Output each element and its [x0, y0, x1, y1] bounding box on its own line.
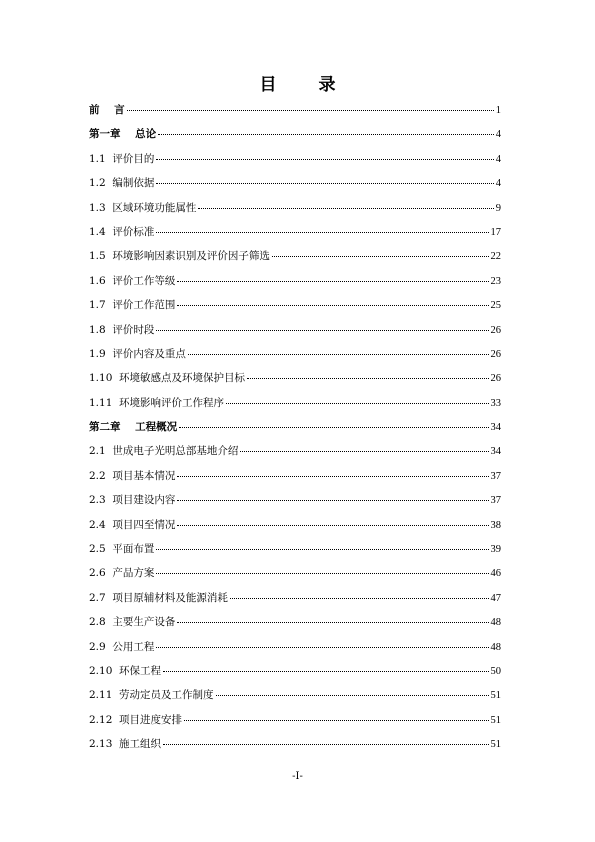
toc-entry-page: 39	[490, 544, 501, 556]
dot-leader	[156, 183, 493, 184]
toc-entry-label: 1.5 环境影响因素识别及评价因子筛选	[89, 250, 270, 263]
toc-entry-page: 47	[490, 592, 501, 604]
toc-entry-page: 4	[495, 129, 501, 141]
toc-entry[interactable]	[89, 322, 501, 346]
dot-leader	[177, 281, 488, 282]
toc-entry-page: 26	[490, 324, 501, 336]
toc-entry[interactable]	[89, 492, 501, 516]
toc-entry-label: 2.4 项目四至情况	[89, 518, 176, 531]
toc-entry-label: 1.10 环境敏感点及环境保护目标	[89, 372, 246, 385]
toc-entry-label: 2.10 环保工程	[89, 664, 162, 677]
toc-entry[interactable]	[89, 248, 501, 272]
dot-leader	[177, 476, 488, 477]
toc-entry[interactable]	[89, 175, 501, 199]
toc-entry-page: 48	[490, 641, 501, 653]
toc-entry[interactable]	[89, 200, 501, 224]
toc-title: 目 录	[259, 75, 354, 95]
toc-entry-page: 34	[490, 422, 501, 434]
toc-entry-label: 第二章 工程概况	[89, 421, 178, 434]
toc-entry-page: 37	[490, 470, 501, 482]
dot-leader	[188, 354, 489, 355]
toc-entry[interactable]	[89, 687, 501, 711]
toc-entry-page: 51	[490, 714, 501, 726]
dot-leader	[177, 305, 488, 306]
toc-entry-label: 1.9 评价内容及重点	[89, 347, 186, 360]
dot-leader	[216, 695, 489, 696]
dot-leader	[198, 208, 493, 209]
toc-entry[interactable]	[89, 102, 501, 126]
toc-entry[interactable]	[89, 663, 501, 687]
dot-leader	[156, 573, 488, 574]
dot-leader	[184, 720, 488, 721]
toc-entry[interactable]	[89, 370, 501, 394]
dot-leader	[226, 403, 488, 404]
toc-entry-page: 50	[490, 665, 501, 677]
toc-entry[interactable]	[89, 517, 501, 541]
toc-entry-page: 33	[490, 397, 501, 409]
toc-entry-label: 1.4 评价标准	[89, 225, 155, 238]
toc-entry-page: 26	[490, 348, 501, 360]
toc-entry-label: 前 言	[89, 104, 125, 116]
toc-entry-page: 48	[490, 617, 501, 629]
toc-entry-label: 2.11 劳动定员及工作制度	[89, 689, 214, 702]
toc-entry[interactable]	[89, 224, 501, 248]
toc-entry-label: 2.2 项目基本情况	[89, 469, 176, 482]
toc-entry-page: 22	[490, 251, 501, 263]
toc-entry-page: 46	[490, 568, 501, 580]
dot-leader	[177, 500, 488, 501]
toc-entry-label: 1.6 评价工作等级	[89, 274, 176, 287]
toc-entry-label: 2.1 世成电子光明总部基地介绍	[89, 445, 239, 458]
toc-entry[interactable]	[89, 126, 501, 150]
toc-entry-label: 2.9 公用工程	[89, 640, 155, 653]
toc-entry-label: 1.11 环境影响评价工作程序	[89, 396, 225, 409]
toc-entry[interactable]	[89, 639, 501, 663]
toc-entry-page: 37	[490, 495, 501, 507]
toc-entry[interactable]	[89, 712, 501, 736]
toc-entry-page: 26	[490, 373, 501, 385]
toc-entry[interactable]	[89, 736, 501, 760]
dot-leader	[247, 378, 488, 379]
dot-leader	[156, 330, 488, 331]
toc-entry-label: 2.12 项目进度安排	[89, 713, 183, 726]
dot-leader	[163, 671, 488, 672]
toc-entry[interactable]	[89, 614, 501, 638]
dot-leader	[179, 427, 488, 428]
toc-entry[interactable]	[89, 395, 501, 419]
toc-entry-page: 1	[495, 105, 501, 116]
toc-entry-page: 25	[490, 300, 501, 312]
toc-entry-label: 2.6 产品方案	[89, 567, 155, 580]
toc-entry-label: 1.8 评价时段	[89, 323, 155, 336]
dot-leader	[240, 451, 488, 452]
toc-entry-page: 4	[495, 153, 501, 165]
toc-entry[interactable]	[89, 590, 501, 614]
toc-entry-label: 1.3 区域环境功能属性	[89, 201, 197, 214]
toc-entry[interactable]	[89, 419, 501, 443]
toc-entry[interactable]	[89, 297, 501, 321]
toc-entry-page: 51	[490, 690, 501, 702]
toc-entry-page: 23	[490, 275, 501, 287]
toc-entry-page: 51	[490, 739, 501, 751]
toc-entry-label: 1.1 评价目的	[89, 152, 155, 165]
dot-leader	[230, 598, 489, 599]
toc-entry-label: 2.3 项目建设内容	[89, 494, 176, 507]
toc-entry-label: 第一章 总论	[89, 128, 157, 141]
dot-leader	[177, 525, 488, 526]
dot-leader	[163, 744, 488, 745]
toc-entry[interactable]	[89, 443, 501, 467]
page-number: -I-	[292, 771, 303, 782]
dot-leader	[127, 110, 494, 111]
dot-leader	[156, 232, 488, 233]
toc-entry-page: 38	[490, 519, 501, 531]
toc-entry-label: 2.13 施工组织	[89, 738, 162, 751]
dot-leader	[156, 549, 488, 550]
table-of-contents	[89, 102, 501, 761]
toc-entry-page: 4	[495, 178, 501, 190]
toc-entry[interactable]	[89, 565, 501, 589]
toc-entry-page: 17	[490, 226, 501, 238]
toc-entry[interactable]	[89, 151, 501, 175]
dot-leader	[158, 134, 494, 135]
dot-leader	[156, 159, 493, 160]
toc-entry-label: 1.2 编制依据	[89, 177, 155, 190]
toc-entry[interactable]	[89, 273, 501, 297]
toc-entry-label: 1.7 评价工作范围	[89, 299, 176, 312]
toc-entry[interactable]	[89, 346, 501, 370]
dot-leader	[156, 647, 488, 648]
toc-entry-page: 9	[495, 202, 501, 214]
dot-leader	[272, 256, 489, 257]
toc-entry-page: 34	[490, 446, 501, 458]
toc-entry[interactable]	[89, 541, 501, 565]
toc-entry-label: 2.7 项目原辅材料及能源消耗	[89, 591, 228, 604]
toc-entry[interactable]	[89, 468, 501, 492]
dot-leader	[177, 622, 488, 623]
toc-entry-label: 2.5 平面布置	[89, 543, 155, 556]
toc-entry-label: 2.8 主要生产设备	[89, 616, 176, 629]
